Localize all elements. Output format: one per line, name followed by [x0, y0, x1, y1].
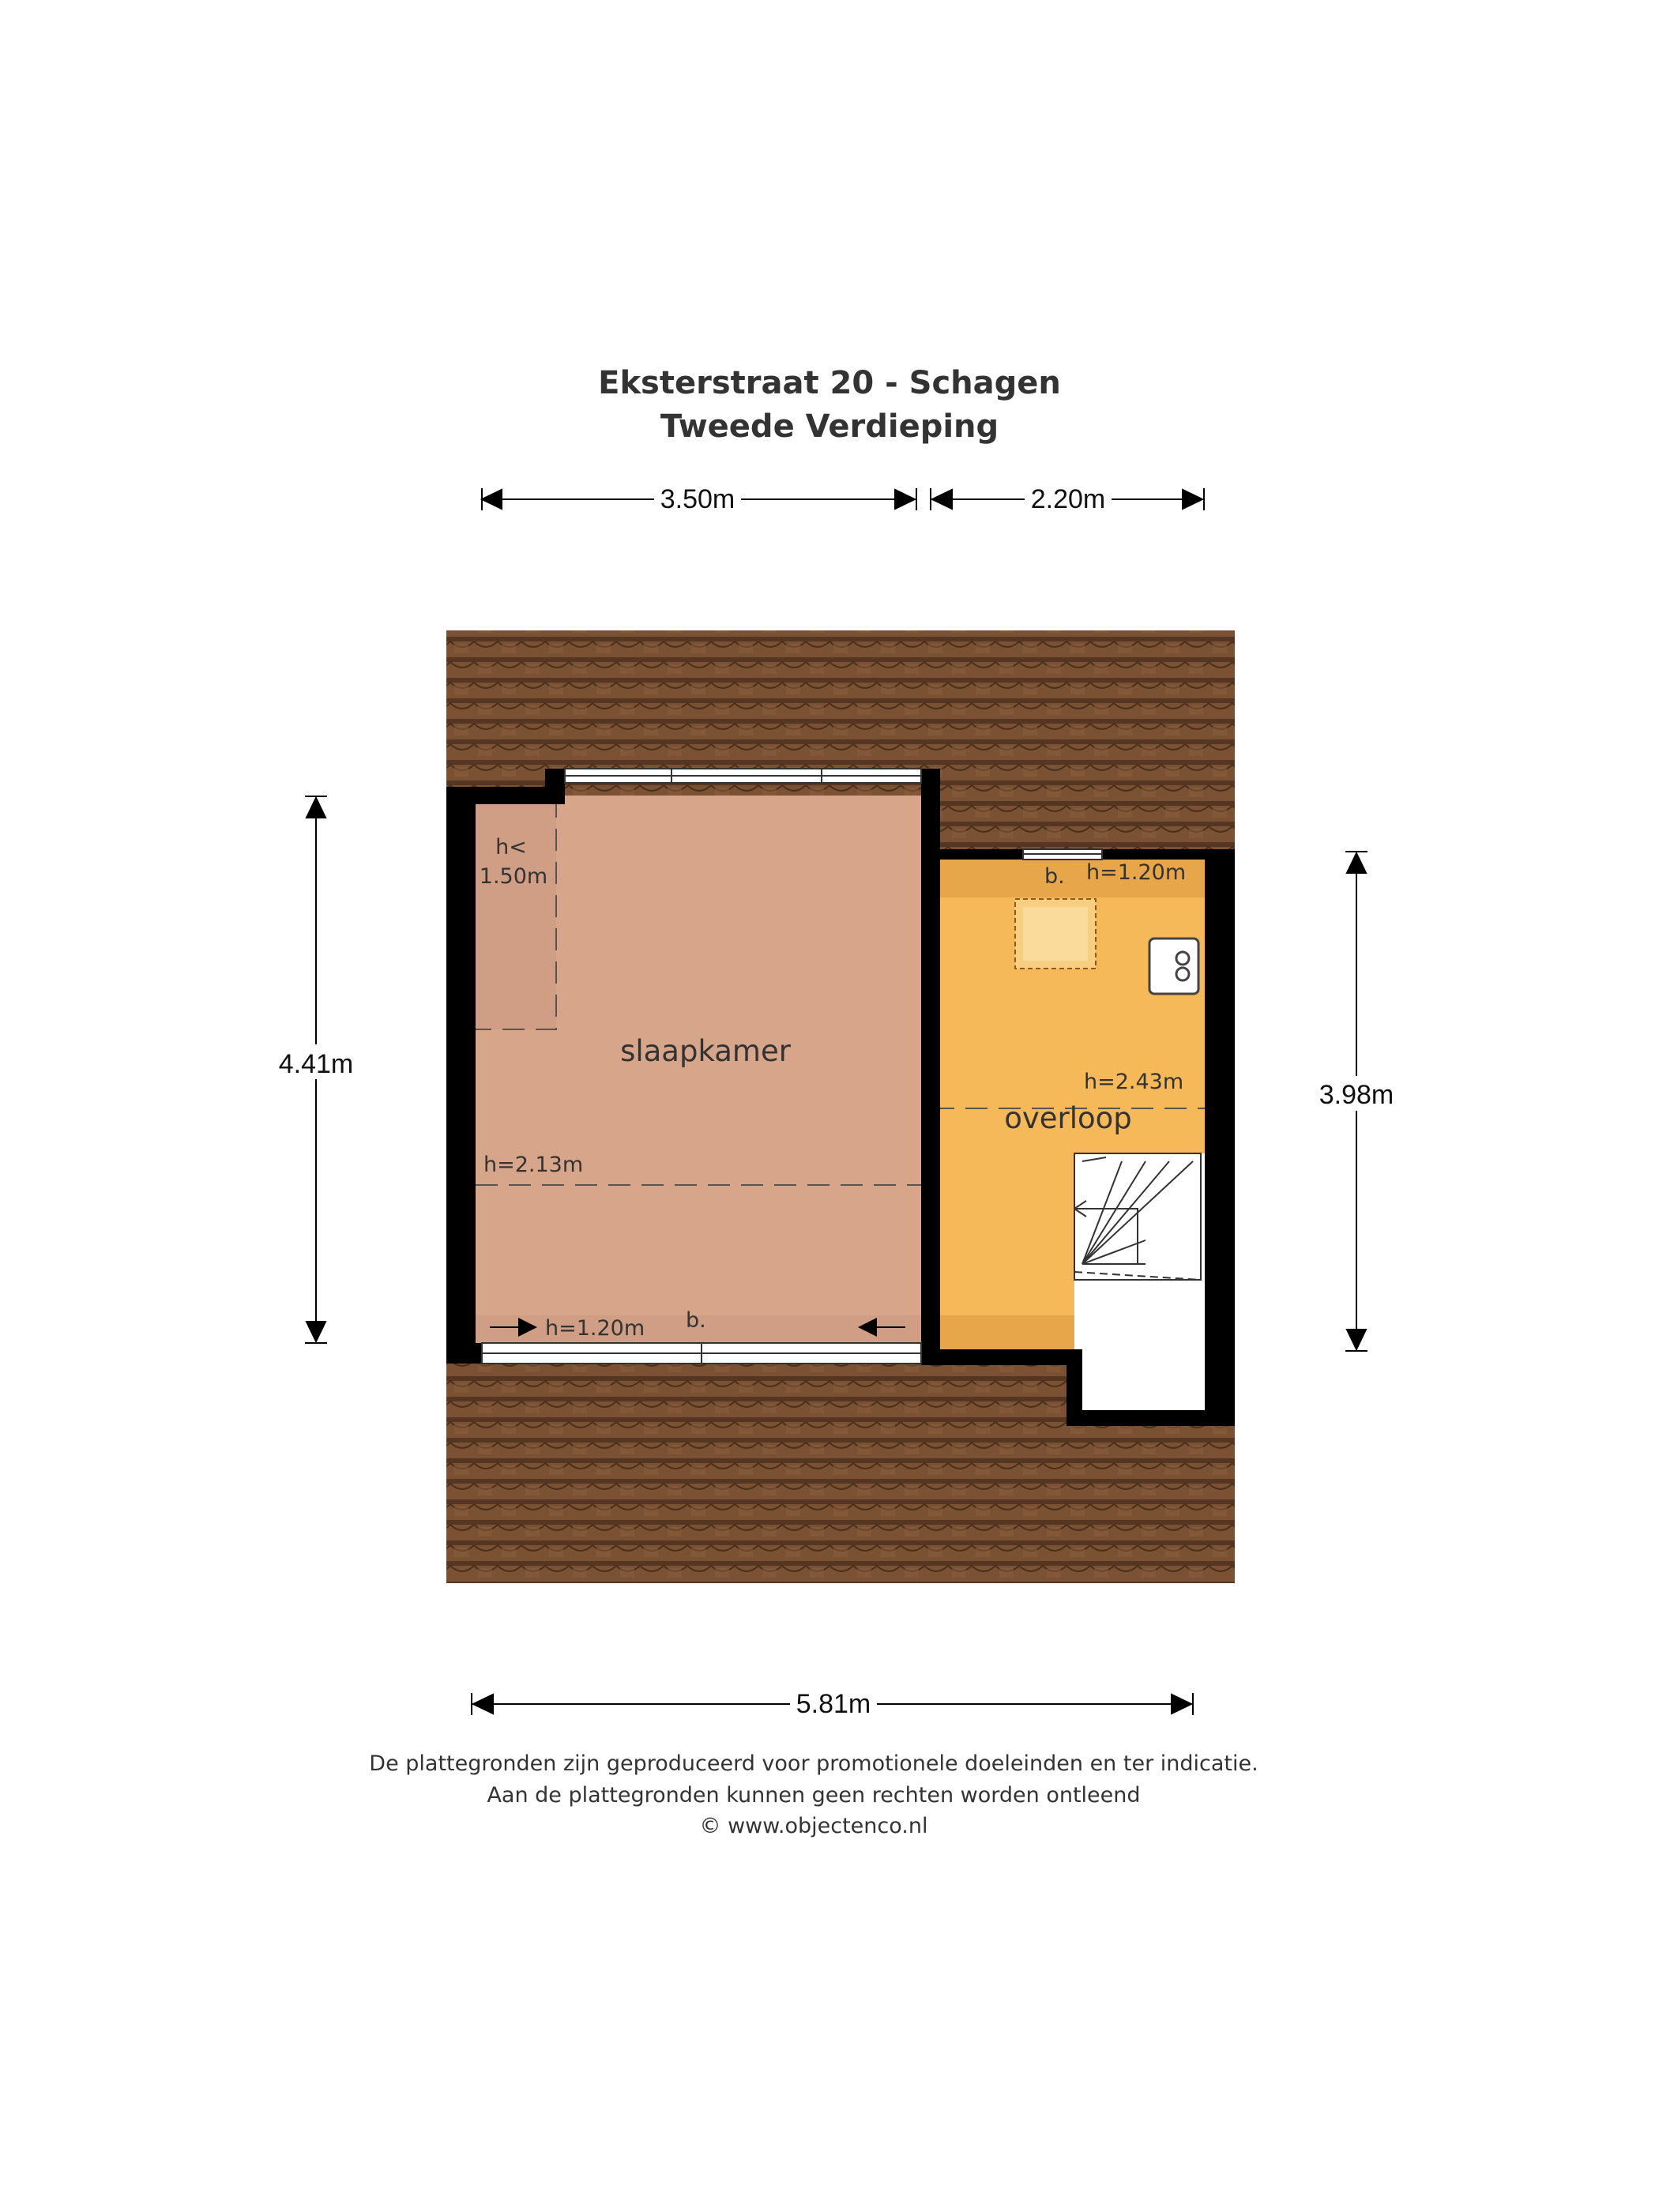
disclaimer-line-2: Aan de plattegronden kunnen geen rechten worden ontleend	[487, 1783, 1141, 1808]
overloop-bottom-band	[932, 1315, 1074, 1349]
dim-left: 4.41m	[278, 1049, 354, 1079]
floor-subtitle: Tweede Verdieping	[660, 408, 999, 445]
marker-overloop-top: b.	[1044, 864, 1065, 889]
height-label-slaapkamer-bottom: h=1.20m	[545, 1316, 645, 1341]
dim-right: 3.98m	[1319, 1080, 1394, 1110]
dim-top-left: 3.50m	[660, 484, 735, 514]
height-label-slaapkamer-low-1: h<	[495, 835, 527, 860]
skylight	[1015, 899, 1096, 969]
dim-bottom: 5.81m	[796, 1689, 871, 1719]
window-landing-top	[1023, 849, 1102, 860]
boiler-icon	[1149, 939, 1198, 994]
marker-slaapkamer-bottom: b.	[686, 1308, 706, 1333]
copyright-line: © www.objectenco.nl	[699, 1814, 928, 1838]
room-label-slaapkamer: slaapkamer	[620, 1034, 791, 1068]
dim-top-right: 2.20m	[1030, 484, 1106, 514]
height-label-slaapkamer-mid: h=2.13m	[483, 1153, 584, 1177]
slaapkamer-low-zone	[476, 796, 556, 1029]
height-label-overloop-mid: h=2.43m	[1084, 1070, 1184, 1094]
height-label-overloop-top: h=1.20m	[1086, 860, 1187, 885]
window-bedroom-bottom	[482, 1343, 921, 1364]
plan-title: Eksterstraat 20 - Schagen	[598, 365, 1061, 401]
room-label-overloop: overloop	[1004, 1101, 1132, 1135]
disclaimer-line-1: De plattegronden zijn geproduceerd voor promotionele doeleinden en ter indicatie.	[369, 1751, 1258, 1776]
stair-area	[1074, 1153, 1205, 1410]
window-bedroom-top	[565, 769, 921, 783]
height-label-slaapkamer-low-2: 1.50m	[479, 864, 548, 889]
